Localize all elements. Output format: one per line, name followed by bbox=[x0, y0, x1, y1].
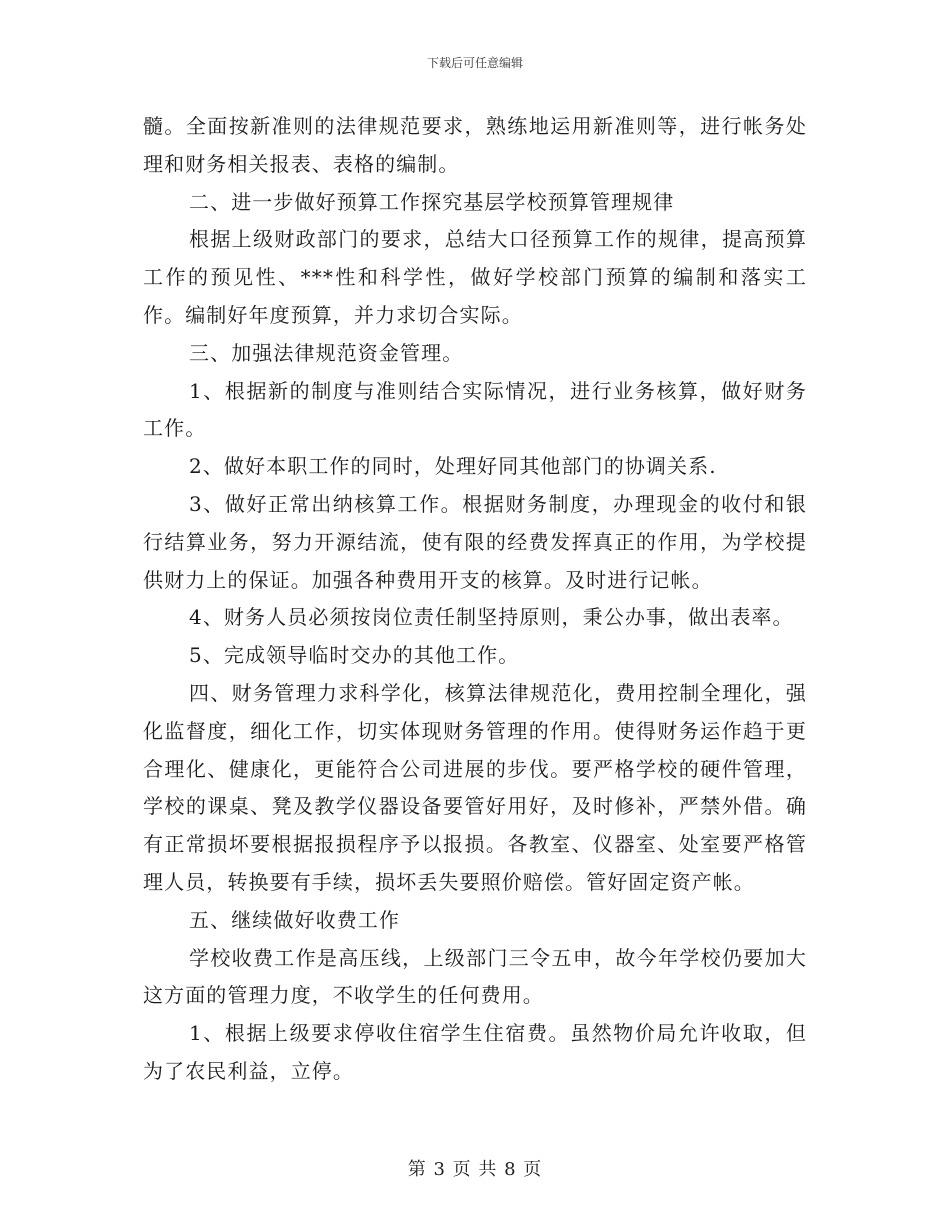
list-item: 5、完成领导临时交办的其他工作。 bbox=[189, 643, 520, 668]
paragraph: 学校收费工作是高压线，上级部门三令五申，故今年学校仍要加大这方面的管理力度，不收学生的任何费用。 bbox=[143, 945, 807, 1008]
list-item: 4、财务人员必须按岗位责任制坚持原则，秉公办事，做出表率。 bbox=[189, 605, 794, 630]
page-number: 第 3 页 共 8 页 bbox=[407, 1159, 543, 1180]
paragraph: 髓。全面按新准则的法律规范要求，熟练地运用新准则等，进行帐务处理和财务相关报表、表格的编制。 bbox=[143, 114, 807, 176]
list-item: 1、根据上级要求停收住宿学生住宿费。虽然物价局允许收取，但为了农民利益，立停。 bbox=[143, 1021, 807, 1083]
section-heading: 二、进一步做好预算工作探究基层学校预算管理规律 bbox=[189, 189, 675, 214]
list-item: 3、做好正常出纳核算工作。根据财务制度，办理现金的收付和银行结算业务，努力开源结流，使有限的经费发挥真正的作用，为学校提供财力上的保证。加强各种费用开支的核算。及时进行记帐。 bbox=[143, 491, 807, 592]
paragraph: 根据上级财政部门的要求，总结大口径预算工作的规律，提高预算工作的预见性、***性和科学性，做好学校部门预算的编制和落实工作。编制好年度预算，并力求切合实际。 bbox=[143, 227, 807, 327]
section-paragraph: 四、财务管理力求科学化，核算法律规范化，费用控制全理化，强化监督度，细化工作，切实体现财务管理的作用。使得财务运作趋于更合理化、健康化，更能符合公司进展的步伐。要严格学校的硬件管理，学校的课桌、凳及教学仪器设备要管好用好，及时修补，严禁外借。确有正常损坏要根据报损程序予以报损。各教室、仪器室、处室要严格管理人员，转换要有手续，损坏丢失要照价赔偿。管好固定资产帐。 bbox=[143, 680, 807, 894]
list-item: 1、根据新的制度与准则结合实际情况，进行业务核算，做好财务工作。 bbox=[143, 378, 807, 441]
page-header: 下载后可任意编辑 bbox=[426, 56, 523, 70]
section-heading: 三、加强法律规范资金管理。 bbox=[189, 340, 464, 365]
list-item: 2、做好本职工作的同时，处理好同其他部门的协调关系. bbox=[189, 454, 717, 479]
section-heading: 五、继续做好收费工作 bbox=[189, 907, 400, 932]
document-body bbox=[143, 108, 807, 1091]
